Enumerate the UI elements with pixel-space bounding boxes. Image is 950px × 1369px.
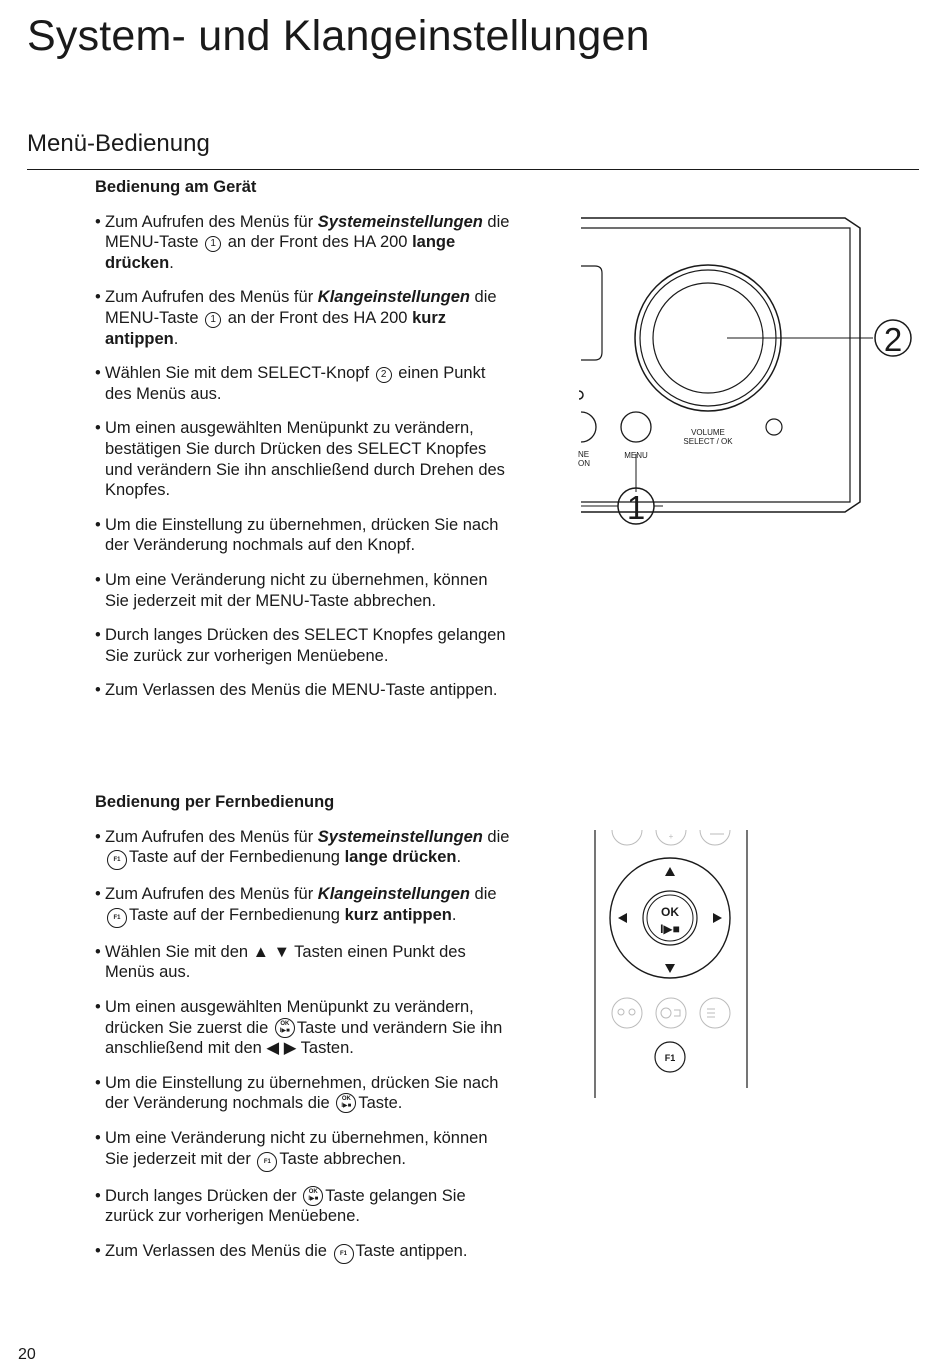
list-item: • Um eine Veränderung nicht zu übernehmen, können Sie jederzeit mit der F1 Taste abbrechen. (95, 1128, 515, 1172)
down-arrow-icon[interactable] (665, 964, 675, 973)
device-section-heading: Bedienung am Gerät (95, 178, 257, 196)
f1-button-icon: F1 (107, 850, 127, 870)
left-arrow-icon[interactable] (618, 913, 627, 923)
svg-text:+: + (668, 832, 674, 841)
callout-1-icon: 1 (205, 312, 221, 328)
callout-1-icon: 1 (205, 236, 221, 252)
led-indicator (766, 419, 782, 435)
list-item: • Wählen Sie mit dem SELECT-Knopf 2 einen Punkt des Menüs aus. (95, 363, 515, 404)
list-item: • Durch langes Drücken des SELECT Knopfes gelangen Sie zurück zur vorherigen Menüebene. (95, 625, 515, 666)
menu-button (621, 412, 651, 442)
callout-1-number: 1 (626, 489, 646, 526)
device-instructions-list (95, 212, 515, 701)
device-section (95, 177, 515, 715)
list-item: • Durch langes Drücken der OK I▶■ Taste gelangen Sie zurück zur vorherigen Menüebene. (95, 1186, 515, 1227)
select-ok-label: SELECT / OK (683, 437, 733, 446)
section-title: Menü-Bedienung (27, 130, 210, 157)
ok-label: OK (661, 905, 679, 919)
list-item: • Um die Einstellung zu übernehmen, drücken Sie nach der Veränderung nochmals auf den Knopf. (95, 515, 515, 556)
list-item: • Zum Verlassen des Menüs die MENU-Taste antippen. (95, 680, 515, 701)
remote-instructions-list (95, 827, 515, 1264)
remote-section-heading: Bedienung per Fernbedienung (95, 793, 335, 811)
ok-button-icon: OK I▶■ (336, 1093, 356, 1113)
play-stop-label: I▶■ (660, 922, 680, 936)
list-item: • Zum Aufrufen des Menüs für Systemeinstellungen die MENU-Taste 1 an der Front des HA 200 lange drücken. (95, 212, 515, 274)
list-item: • Um einen ausgewählten Menüpunkt zu verändern, bestätigen Sie durch Drücken des SELECT Knopfes und verändern Sie ihn anschließend durch Drehen des Knopfes. (95, 418, 515, 500)
partial-label: NE (578, 450, 590, 459)
callout-2-icon: 2 (376, 367, 392, 383)
list-item: • Um einen ausgewählten Menüpunkt zu verändern, drücken Sie zuerst die OK I▶■ Taste und verändern Sie ihn anschließend mit den ◀ ▶ Tasten. (95, 997, 515, 1059)
list-item: • Zum Aufrufen des Menüs für Klangeinstellungen die F1 Taste auf der Fernbedienung kurz antippen. (95, 884, 515, 928)
list-item: • Zum Aufrufen des Menüs für Systemeinstellungen die F1 Taste auf der Fernbedienung lange drücken. (95, 827, 515, 871)
list-item: • Um eine Veränderung nicht zu übernehmen, können Sie jederzeit mit der MENU-Taste abbrechen. (95, 570, 515, 611)
f1-label: F1 (664, 1053, 676, 1063)
display-window-outline (581, 266, 602, 360)
page-title: System- und Klangeinstellungen (27, 12, 650, 60)
menu-label: MENU (624, 451, 648, 460)
list-item: • Zum Aufrufen des Menüs für Klangeinstellungen die MENU-Taste 1 an der Front des HA 200 kurz antippen. (95, 287, 515, 349)
remote-control-illustration (590, 830, 755, 1105)
f1-button-icon: F1 (257, 1152, 277, 1172)
ok-button-icon: OK I▶■ (303, 1186, 323, 1206)
title-rule (27, 169, 919, 170)
partial-label: ON (578, 459, 590, 468)
right-arrow-icon[interactable] (713, 913, 722, 923)
mood-button-icon (612, 998, 642, 1028)
callout-2-number: 2 (883, 321, 903, 358)
device-inner-outline (581, 228, 850, 502)
page-number: 20 (18, 1346, 36, 1363)
list-item: • Wählen Sie mit den ▲ ▼ Tasten einen Punkt des Menüs aus. (95, 942, 515, 983)
device-front-illustration (575, 210, 920, 540)
list-item: • Um die Einstellung zu übernehmen, drücken Sie nach der Veränderung nochmals die OK I▶■ Taste. (95, 1073, 515, 1114)
ok-button-icon: OK I▶■ (275, 1018, 295, 1038)
f1-button-icon: F1 (334, 1244, 354, 1264)
device-housing-outline (581, 218, 860, 512)
partial-button (581, 412, 596, 442)
list-item: • Zum Verlassen des Menüs die F1 Taste antippen. (95, 1241, 515, 1264)
remote-section (95, 792, 515, 1278)
up-arrow-icon[interactable] (665, 867, 675, 876)
volume-label: VOLUME (691, 428, 725, 437)
f1-button-icon: F1 (107, 908, 127, 928)
